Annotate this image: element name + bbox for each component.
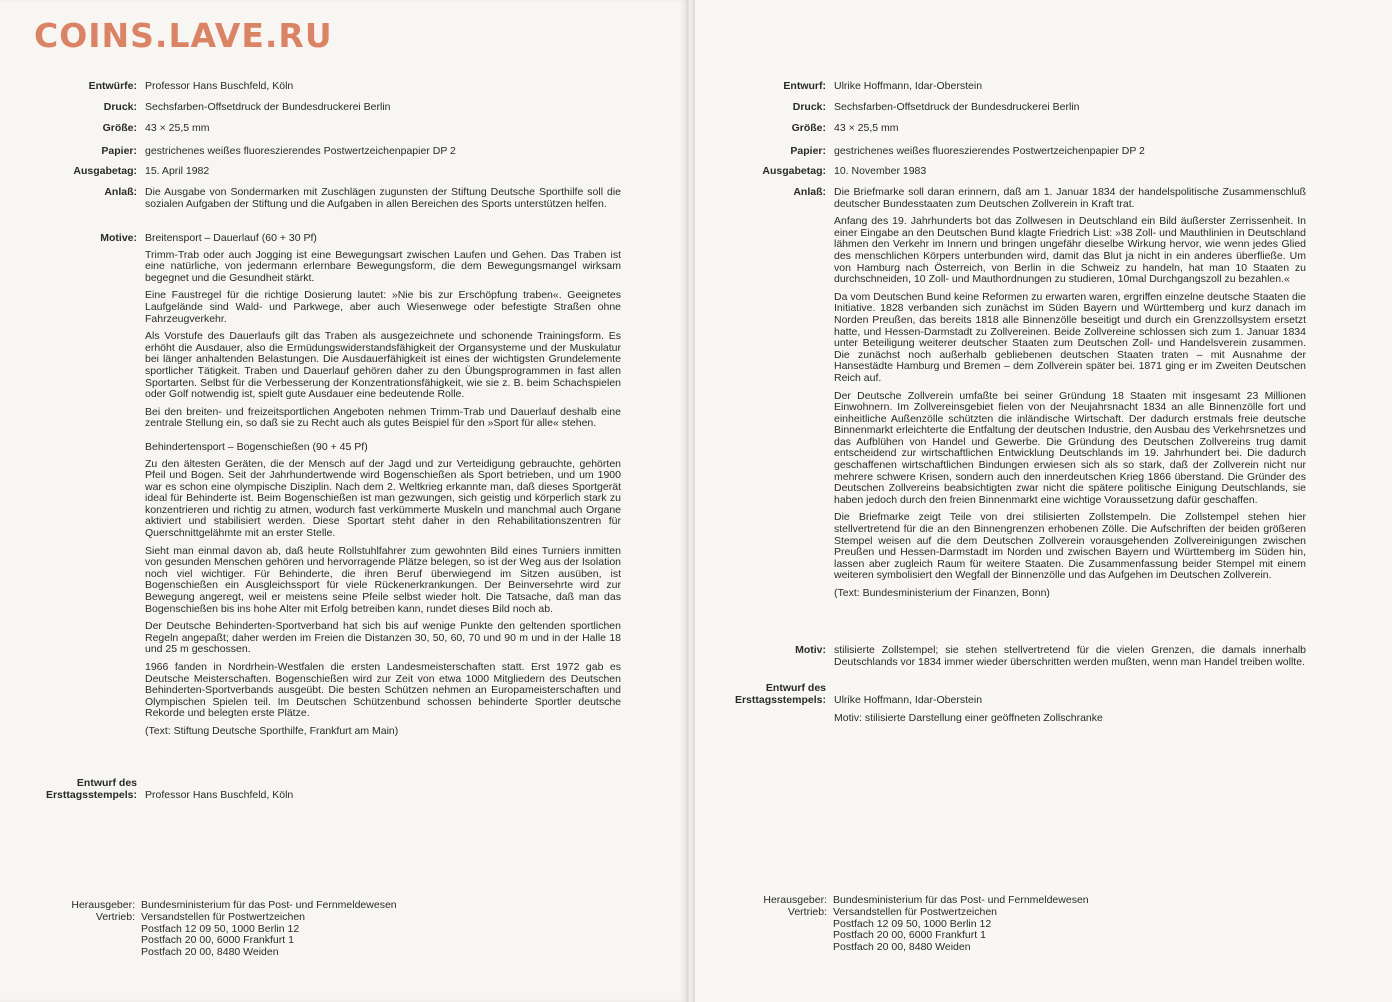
label-anlass: Anlaß: bbox=[793, 186, 826, 198]
footer-key: Vertrieb: bbox=[787, 905, 827, 918]
footer-publisher bbox=[58, 900, 397, 959]
footer-key: Vertrieb: bbox=[95, 910, 135, 923]
stempel-designer: Ulrike Hoffmann, Idar-Oberstein bbox=[834, 694, 983, 706]
value-motiv: stilisierte Zollstempel; sie stehen stellvertretend für die vielen Grenzen, die damals innerhalb Deutschlands vor 1834 immer wieder überschritten werden mußten, wenn man Handel treiben wollte. bbox=[834, 644, 1306, 668]
anlass-paragraph: Die Briefmarke soll daran erinnern, daß am 1. Januar 1834 der handelspolitische Zusammenschluß deutscher Bundesstaaten zum Deutschen Zollverein in Kraft trat. bbox=[834, 186, 1306, 210]
motive-heading-dauerlauf: Breitensport – Dauerlauf (60 + 30 Pf) bbox=[145, 232, 317, 244]
page-gutter bbox=[686, 0, 695, 1002]
label-line: Ersttagsstempels: bbox=[45, 788, 137, 801]
label-ausgabetag: Ausgabetag: bbox=[73, 165, 137, 177]
motive-paragraph: Eine Faustregel für die richtige Dosierung lautet: »Nie bis zur Erschöpfung traben«. Geeignetes Laufgelände sind Wald- und Parkwege, aber auch Wiesenwege oder befestigte Straßen ohne Fahrzeugverkehr. bbox=[145, 289, 621, 325]
value-ersttagsstempel: Professor Hans Buschfeld, Köln bbox=[145, 789, 294, 801]
anlass-source: (Text: Bundesministerium der Finanzen, Bonn) bbox=[834, 587, 1050, 599]
label-anlass: Anlaß: bbox=[104, 186, 137, 198]
label-groesse: Größe: bbox=[102, 122, 137, 134]
anlass-paragraph: Da vom Deutschen Bund keine Reformen zu erwarten waren, ergriffen einzelne deutsche Staaten die Initiative. 1828 verbanden sich zunächst im Süden Bayern und Württemberg und kurz danach im Norden Preußen, das bereits 1818 alle Binnenzölle beseitigt und durch ein Grenzzollsystem ersetzt hatte, und Hessen-Darmstadt zu Zollvereinen. Beide Zollvereine schlossen sich zum 1. Januar 1834 unter Beteiligung weiterer deutscher Staaten zum Deutschen Zoll- und Handelsverein zusammen. Die zunächst noch außerhalb gebliebenen deutschen Staaten traten – mit Ausnahme der Hansestädte Hamburg und Bremen – dem Zollverein später bei. 1871 ging er im Zweiten Deutschen Reich auf. bbox=[834, 290, 1306, 384]
motive-paragraph: Als Vorstufe des Dauerlaufs gilt das Traben als ausgezeichnete und schonende Trainingsform. Es erhöht die Ausdauer, also die Ermüdungswiderstandsfähigkeit der Organsysteme und der Muskulatur bei länger anhaltenden Belastungen. Die Ausdauerfähigkeit ist eines der wichtigsten Grundelemente sportlicher Tätigkeit. Traben und Dauerlauf gehören daher zu den Übungsprogrammen in fast allen Sportarten. Selbst für die Verbesserung der Konzentrationsfähigkeit, wie sie z. B. beim Schachspielen oder Golf notwendig ist, spielt gute Ausdauer eine bedeutende Rolle. bbox=[145, 330, 621, 401]
motive-body bbox=[145, 233, 621, 738]
motive-paragraph: Der Deutsche Behinderten-Sportverband hat sich bis auf wenige Punkte den geltenden sportlichen Regeln angepaßt; daher werden im Freien die Distanzen 30, 50, 60, 70 und 90 m und in der Halle 18 und 25 m geschossen. bbox=[145, 620, 621, 656]
label-papier: Papier: bbox=[790, 145, 826, 157]
row-entwuerfe bbox=[0, 81, 621, 93]
value-entwuerfe: Professor Hans Buschfeld, Köln bbox=[145, 80, 294, 92]
value-groesse: 43 × 25,5 mm bbox=[834, 122, 899, 134]
footer-value: Versandstellen für Postwertzeichen bbox=[833, 905, 998, 918]
footer-key: Herausgeber: bbox=[71, 899, 135, 911]
row-entwurf bbox=[695, 81, 1306, 93]
left-page bbox=[0, 0, 686, 1002]
footer-value: Postfach 20 00, 6000 Frankfurt 1 bbox=[141, 934, 294, 947]
row-papier bbox=[0, 146, 621, 158]
footer-value: Postfach 20 00, 6000 Frankfurt 1 bbox=[833, 929, 986, 942]
footer-value: Postfach 12 09 50, 1000 Berlin 12 bbox=[141, 922, 300, 935]
row-groesse bbox=[0, 123, 621, 135]
row-ersttagsstempel bbox=[0, 778, 621, 802]
row-motive bbox=[0, 233, 621, 738]
label-ausgabetag: Ausgabetag: bbox=[762, 165, 826, 177]
value-druck: Sechsfarben-Offsetdruck der Bundesdruckerei Berlin bbox=[145, 101, 391, 113]
motive-paragraph: 1966 fanden in Nordrhein-Westfalen die ersten Landesmeisterschaften statt. Erst 1972 gab es Deutsche Meisterschaften. Bogenschießen wird zur Zeit von etwa 1000 Mitgliedern des Deutschen Behinderten-Sportverbands ausgeübt. Die besten Schützen nehmen an Europameisterschaften und Olympischen Spielen teil. Im Deutschen Schützenbund schossen behinderte Sportler deutsche Rekorde und belegten erste Plätze. bbox=[145, 661, 621, 720]
label-ersttagsstempel bbox=[695, 683, 834, 724]
label-groesse: Größe: bbox=[791, 122, 826, 134]
row-druck bbox=[0, 102, 621, 114]
anlass-body bbox=[834, 187, 1306, 600]
label-ersttagsstempel bbox=[0, 778, 145, 802]
value-groesse: 43 × 25,5 mm bbox=[145, 122, 210, 134]
label-line: Ersttagsstempels: bbox=[734, 693, 826, 706]
value-papier: gestrichenes weißes fluoreszierendes Postwertzeichenpapier DP 2 bbox=[834, 145, 1145, 157]
anlass-paragraph: Die Briefmarke zeigt Teile von drei stilisierten Zollstempeln. Die Zollstempel stehen hier stellvertretend für die an den Binnengrenzen erhobenen Zölle. Die Aufschriften der beiden größeren Stempel weisen auf die dem Deutschen Zollverein vorausgehenden Zollvereinigungen zwischen Preußen und Hessen-Darmstadt im Norden und zwischen Bayern und Württemberg im Süden hin, lassen aber zugleich Raum für weitere Staaten. Die Zusammenfassung beider Stempel mit einem weiteren symbolisiert den Wegfall der Binnenzölle und das Aufgehen im Deutschen Zollverein. bbox=[834, 511, 1306, 582]
value-entwurf: Ulrike Hoffmann, Idar-Oberstein bbox=[834, 80, 983, 92]
motive-paragraph: Trimm-Trab oder auch Jogging ist eine Bewegungsart zwischen Laufen und Gehen. Das Traben ist eine natürliche, von jedermann erlernbare Bewegungsform, die dem Bewegungsmangel wirksam begegnet und die Gesundheit stärkt. bbox=[145, 248, 621, 284]
footer-value: Postfach 20 00, 8480 Weiden bbox=[833, 941, 971, 954]
watermark-logo: COINS.LAVE.RU bbox=[34, 16, 333, 55]
anlass-paragraph: Der Deutsche Zollverein umfaßte bei seiner Gründung 18 Staaten mit insgesamt 23 Millionen Einwohnern. Im Zollvereinsgebiet fielen von der Neujahrsnacht 1834 an alle Binnenzölle fort und einheitliche Außenzölle schützten die inländische Wirtschaft. Der dadurch erstmals freie deutsche Binnenmarkt erleichterte die Entfaltung der deutschen Industrie, den Ausbau des Verkehrsnetzes und das Aufblühen von Handel und Gewerbe. Die Gründung des Deutschen Zollvereins trug damit entscheidend zur wirtschaftlichen Entwicklung Deutschlands im 19. Jahrhundert bei. Die dadurch geschaffenen wirtschaftlichen Bindungen erwiesen sich als so stark, daß der Zollverein nicht nur mehrere schwere Krisen, sondern auch den innerdeutschen Krieg 1866 überstand. Die Gründer des Deutschen Zollvereins beabsichtigten zwar nicht die spätere politische Einigung Deutschlands, sie haben jedoch durch den freien Binnenmarkt eine wichtige Voraussetzung dafür geschaffen. bbox=[834, 389, 1306, 506]
row-groesse bbox=[695, 123, 1306, 135]
label-entwurf: Entwurf: bbox=[783, 80, 826, 92]
anlass-paragraph: Anfang des 19. Jahrhunderts bot das Zollwesen in Deutschland ein Bild äußerster Zerrissenheit. In einer Eingabe an den Deutschen Bund klagte Friedrich List: »38 Zoll- und Mauthlinien in Deutschland lähmen den Verkehr im Innern und bringen ungefähr dieselbe Wirkung hervor, wie wenn jedes Glied des menschlichen Körpers unterbunden wird, damit das Blut ja nicht in ein anderes überfließe. Um von Hamburg nach Österreich, von Berlin in die Schweiz zu handeln, hat man 10 Staaten zu durchschneiden, 10 Zoll- und Mauthordnungen zu studieren, 10mal Durchgangszoll zu bezahlen.« bbox=[834, 215, 1306, 286]
label-druck: Druck: bbox=[792, 101, 826, 113]
right-page bbox=[695, 0, 1392, 1002]
stempel-motiv: Motiv: stilisierte Darstellung einer geöffneten Zollschranke bbox=[834, 711, 1103, 724]
value-papier: gestrichenes weißes fluoreszierendes Postwertzeichenpapier DP 2 bbox=[145, 145, 456, 157]
row-druck bbox=[695, 102, 1306, 114]
label-line: Entwurf des bbox=[765, 682, 826, 694]
motive-heading-bogenschiessen: Behindertensport – Bogenschießen (90 + 45 Pf) bbox=[145, 440, 368, 453]
label-motiv: Motiv: bbox=[795, 644, 826, 656]
row-anlass bbox=[0, 187, 621, 210]
footer-value: Versandstellen für Postwertzeichen bbox=[141, 910, 306, 923]
value-druck: Sechsfarben-Offsetdruck der Bundesdruckerei Berlin bbox=[834, 101, 1080, 113]
label-motive: Motive: bbox=[100, 232, 137, 244]
label-line: Entwurf des bbox=[76, 777, 137, 789]
label-entwuerfe: Entwürfe: bbox=[88, 80, 137, 92]
label-druck: Druck: bbox=[103, 101, 137, 113]
row-papier bbox=[695, 146, 1306, 158]
footer-value: Bundesministerium für das Post- und Fernmeldewesen bbox=[833, 894, 1089, 906]
value-anlass: Die Ausgabe von Sondermarken mit Zuschlägen zugunsten der Stiftung Deutsche Sporthilfe soll die sozialen Aufgaben der Stiftung und die Aufgaben in allen Bereichen des Sports unterstützen helfen. bbox=[145, 186, 621, 210]
row-ersttagsstempel bbox=[695, 683, 1306, 724]
motive-paragraph: Sieht man einmal davon ab, daß heute Rollstuhlfahrer zum gewohnten Bild eines Turniers inmitten von gesunden Menschen gehören und hervorragende Plätze belegen, so ist der Weg aus der Isolation noch viel wichtiger. Für Behinderte, die ihren Beruf überwiegend im Sitzen ausüben, ist Bogenschießen ein Ausgleichssport für viele Rückenerkrankungen. Der Beinversehrte wird zur Bewegung angeregt, weil er meistens seine Pfeile selbst wieder holt. Die Tatsache, daß man das Bogenschießen bis ins hohe Alter mit Erfolg betreiben kann, rundet dieses Bild noch ab. bbox=[145, 544, 621, 615]
footer-value: Postfach 12 09 50, 1000 Berlin 12 bbox=[833, 917, 992, 930]
motive-source: (Text: Stiftung Deutsche Sporthilfe, Frankfurt am Main) bbox=[145, 724, 399, 737]
value-ersttagsstempel bbox=[834, 683, 1306, 724]
footer-value: Bundesministerium für das Post- und Fernmeldewesen bbox=[141, 899, 397, 911]
label-papier: Papier: bbox=[101, 145, 137, 157]
row-ausgabetag bbox=[695, 166, 1306, 178]
value-ausgabetag: 10. November 1983 bbox=[834, 165, 927, 177]
footer-publisher bbox=[750, 895, 1089, 954]
row-anlass bbox=[695, 187, 1306, 600]
footer-value: Postfach 20 00, 8480 Weiden bbox=[141, 946, 279, 959]
motive-paragraph: Zu den ältesten Geräten, die der Mensch auf der Jagd und zur Verteidigung gebrauchte, gehörten Pfeil und Bogen. Seit der Jahrhundertwende wird Bogenschießen als Sport betrieben, und um 1900 war es schon eine olympische Disziplin. Nach dem 2. Weltkrieg erkannte man, daß dieses Sportgerät ideal für Behinderte ist. Beim Bogenschießen ist man gezwungen, sich geistig und körperlich stark zu konzentrieren und richtig zu atmen, wodurch fast verkümmerte Muskeln und manchmal auch Organe aktiviert und stabilisiert werden. Diese Sportart steht daher in den Rehabilitationszentren für Querschnittgelähmte mit an erster Stelle. bbox=[145, 457, 621, 540]
row-motiv bbox=[695, 645, 1306, 668]
motive-paragraph: Bei den breiten- und freizeitsportlichen Angeboten nehmen Trimm-Trab und Dauerlauf deshalb eine zentrale Stellung ein, so daß sie zu Recht auch als gutes Beispiel für den »Sport für alle« stehen. bbox=[145, 405, 621, 430]
row-ausgabetag bbox=[0, 166, 621, 178]
footer-key: Herausgeber: bbox=[763, 894, 827, 906]
value-ausgabetag: 15. April 1982 bbox=[145, 165, 210, 177]
